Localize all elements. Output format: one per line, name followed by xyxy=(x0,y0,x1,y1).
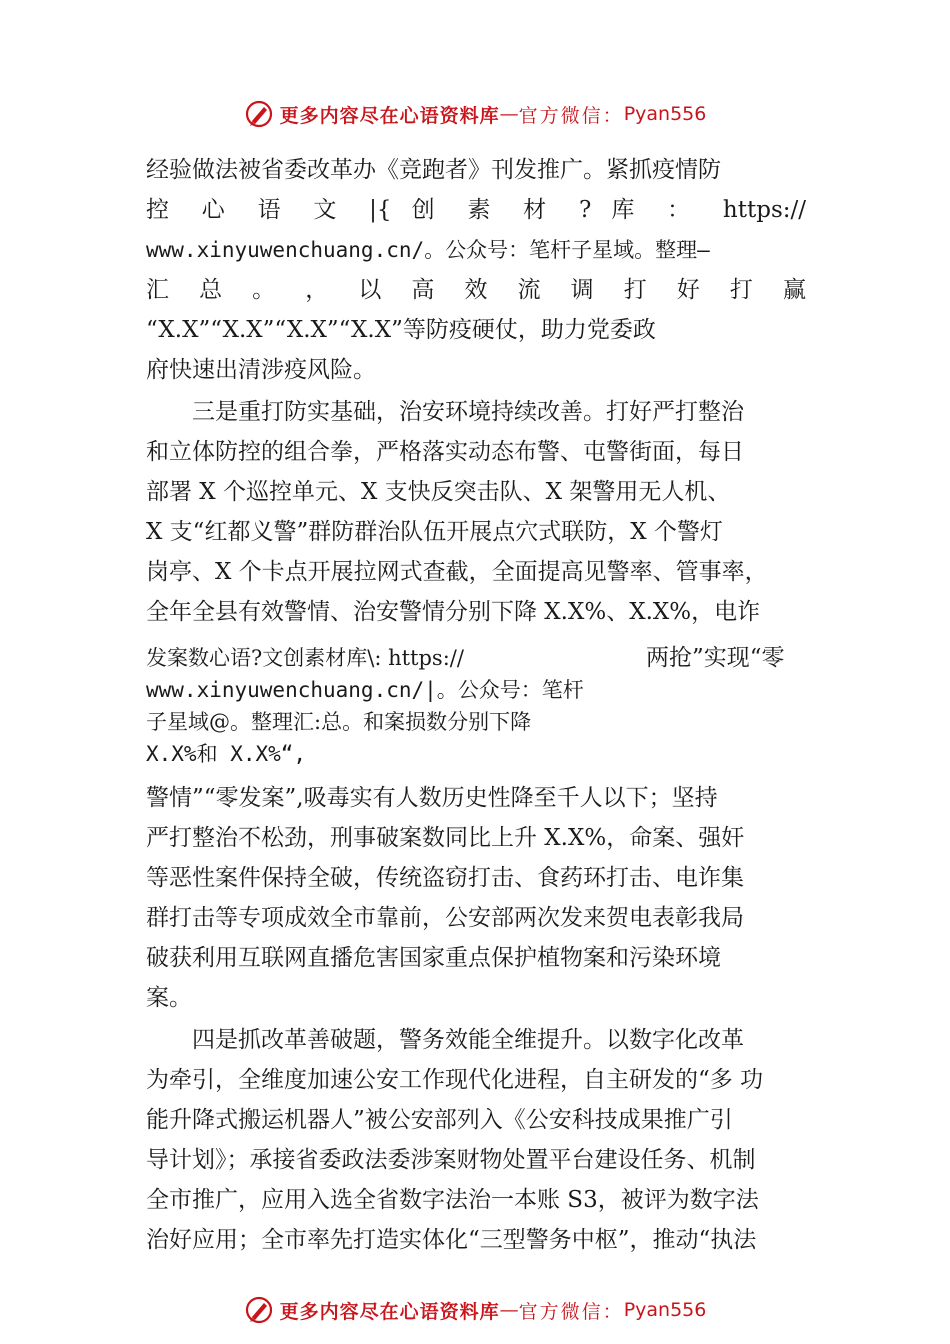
text-line: 全年全县有效警情、治安警情分别下降 X.X%、X.X%，电诈 xyxy=(146,599,761,625)
text-line: 为牵引，全维度加速公安工作现代化进程，自主研发的“多 功 xyxy=(146,1067,764,1093)
banner-wechat-id: Pyan556 xyxy=(623,103,707,125)
text-line: 子星域@。整理汇:总。和案损数分别下降 xyxy=(146,710,532,734)
banner-title: 更多内容尽在心语资料库 xyxy=(279,1300,500,1323)
text-line: 能升降式搬运机器人”被公安部列入《公安科技成果推广引 xyxy=(146,1107,733,1133)
text-line: 破获利用互联网直播危害国家重点保护植物案和污染环境 xyxy=(146,945,721,971)
pen-circle-logo-icon xyxy=(244,99,274,129)
text-line: 等恶性案件保持全破，传统盗窃打击、食药环打击、电诈集 xyxy=(146,865,744,891)
text-line: 全市推广，应用入选全省数字法治一本账 S3，被评为数字法 xyxy=(146,1187,759,1213)
banner-subtitle: 官方微信： xyxy=(518,104,624,127)
text-line: 治好应用；全市率先打造实体化“三型警务中枢”，推动“执法 xyxy=(146,1227,757,1253)
text-line: 发案数心语?文创素材库\: https:// xyxy=(146,646,464,670)
text-line: “X.X”“X.X”“X.X”“X.X”等防疫硬仗，助力党委政 xyxy=(146,317,656,343)
text-line: 警情”“零发案”,吸毒实有人数历史性降至千人以下；坚持 xyxy=(146,785,718,811)
text-line: 府快速出清涉疫风险。 xyxy=(146,357,376,383)
text-line: 经验做法被省委改革办《竞跑者》刊发推广。紧抓疫情防 xyxy=(146,157,721,183)
text-line: X.X%和 X.X%“, xyxy=(146,742,307,766)
text-line: 案。 xyxy=(146,985,192,1011)
text-line: 和立体防控的组合拳，严格落实动态布警、屯警街面，每日 xyxy=(146,439,744,465)
text-line: 控 心 语 文 |{ 创 素 材 ? 库 ： https:// xyxy=(146,197,806,223)
pen-circle-logo-icon xyxy=(244,1295,274,1325)
footer-banner xyxy=(0,1290,950,1330)
text-line: 两抢”实现“零 xyxy=(646,645,785,671)
text-line: 汇 总 。 ， 以 高 效 流 调 打 好 打 赢 xyxy=(146,277,806,303)
banner-title: 更多内容尽在心语资料库 xyxy=(279,104,500,127)
text-line: www.xinyuwenchuang.cn/|。公众号：笔杆 xyxy=(146,678,584,702)
text-line: 群打击等专项成效全市靠前，公安部两次发来贺电表彰我局 xyxy=(146,905,744,931)
paragraph-start: 四是抓改革善破题，警务效能全维提升。以数字化改革 xyxy=(192,1027,744,1053)
text-line: www.xinyuwenchuang.cn/。公众号：笔杆子星域。整理— xyxy=(146,238,710,262)
text-line: 岗亭、X 个卡点开展拉网式查截，全面提高见警率、管事率， xyxy=(146,559,768,585)
banner-separator: — xyxy=(499,1299,519,1321)
banner-subtitle: 官方微信： xyxy=(518,1300,624,1323)
text-line: 严打整治不松劲，刑事破案数同比上升 X.X%，命案、强奸 xyxy=(146,825,745,851)
text-line: 导计划》；承接省委政法委涉案财物处置平台建设任务、机制 xyxy=(146,1147,756,1173)
text-line: 部署 X 个巡控单元、X 支快反突击队、X 架警用无人机、 xyxy=(146,479,731,505)
paragraph-start: 三是重打防实基础，治安环境持续改善。打好严打整治 xyxy=(192,399,744,425)
header-banner xyxy=(0,94,950,134)
text-line: X 支“红都义警”群防群治队伍开展点穴式联防，X 个警灯 xyxy=(146,519,723,545)
banner-wechat-id: Pyan556 xyxy=(623,1299,707,1321)
banner-separator: — xyxy=(499,103,519,125)
